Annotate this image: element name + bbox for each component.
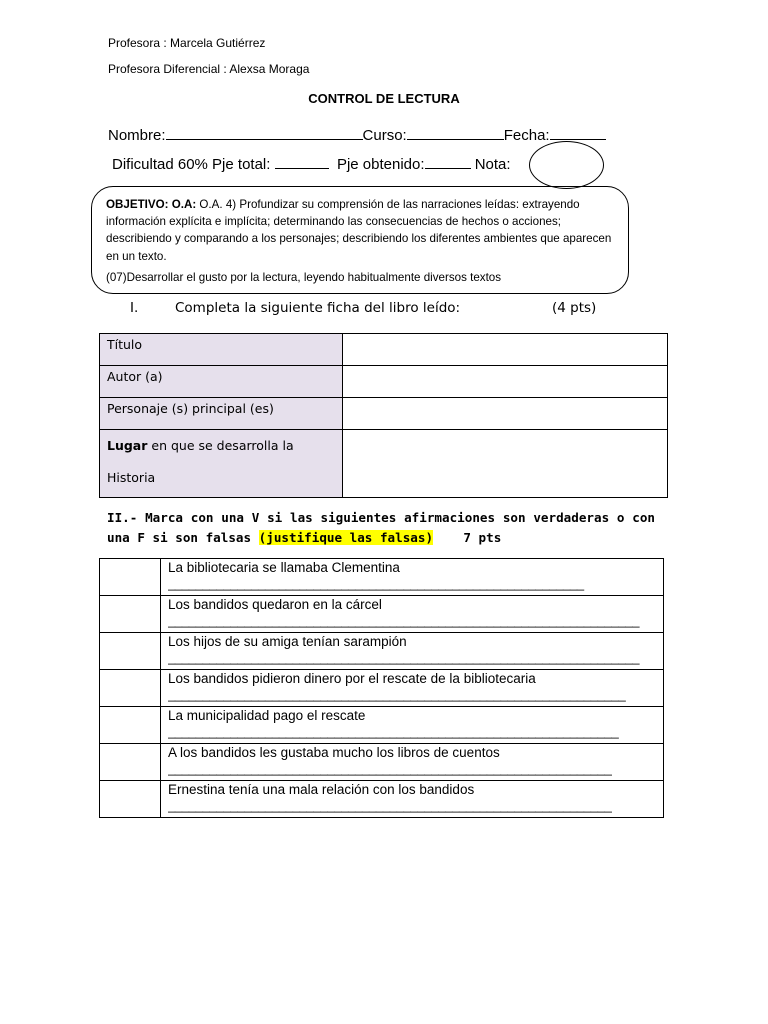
nota-label: Nota: (474, 156, 511, 173)
vf-answer-box[interactable] (100, 559, 161, 596)
statement-text: Los bandidos pidieron dinero por el rescate de la bibliotecaria (168, 671, 536, 686)
document-title: CONTROL DE LECTURA (308, 91, 460, 106)
vf-answer-box[interactable] (100, 707, 161, 744)
lugar-answer[interactable] (343, 430, 668, 498)
objective-text (106, 196, 614, 265)
statement-cell (161, 781, 664, 818)
nombre-label: Nombre: (108, 127, 166, 144)
lugar-label-line2: Historia (107, 470, 156, 485)
curso-label: Curso: (362, 127, 407, 144)
statement-cell (161, 559, 664, 596)
vf-answer-box[interactable] (100, 670, 161, 707)
vf-answer-box[interactable] (100, 633, 161, 670)
titulo-label: Título (100, 334, 343, 366)
table-row (100, 670, 664, 707)
differential-teacher-name: Profesora Diferencial : Alexsa Moraga (108, 62, 310, 76)
section2-instruction (107, 508, 655, 548)
table-row (100, 781, 664, 818)
lugar-label (100, 430, 343, 498)
vf-answer-box[interactable] (100, 744, 161, 781)
dificultad-label: Dificultad 60% Pje total: (112, 156, 271, 173)
statement-text: Los bandidos quedaron en la cárcel (168, 597, 382, 612)
personaje-label: Personaje (s) principal (es) (100, 398, 343, 430)
section1-points: (4 pts) (552, 300, 597, 316)
pje-obtenido-blank[interactable] (425, 154, 471, 169)
objective-box (91, 186, 629, 294)
lugar-label-rest: en que se desarrolla la (147, 438, 294, 453)
justification-line[interactable]: ____________________________________________________________________ (168, 650, 640, 665)
vf-answer-box[interactable] (100, 596, 161, 633)
nombre-blank[interactable] (166, 125, 363, 140)
autor-label: Autor (a) (100, 366, 343, 398)
section2-highlight: (justifique las falsas) (258, 530, 434, 545)
lugar-label-bold: Lugar (107, 438, 148, 453)
table-row (100, 744, 664, 781)
justification-line[interactable]: ________________________________________________________________ (168, 761, 612, 776)
curso-blank[interactable] (407, 125, 504, 140)
statement-text: Ernestina tenía una mala relación con los bandidos (168, 782, 475, 797)
statement-text: La bibliotecaria se llamaba Clementina (168, 560, 400, 575)
objective-label: OBJETIVO: O.A: (106, 198, 197, 211)
justification-line[interactable]: _________________________________________________________________ (168, 724, 619, 739)
book-info-table (99, 333, 668, 498)
table-row (100, 559, 664, 596)
justification-line[interactable]: ____________________________________________________________ (168, 576, 584, 591)
table-row (100, 366, 668, 398)
justification-line[interactable]: ________________________________________________________________ (168, 798, 612, 813)
statement-cell (161, 670, 664, 707)
student-info-line (108, 125, 606, 144)
statement-text: La municipalidad pago el rescate (168, 708, 366, 723)
justification-line[interactable]: __________________________________________________________________ (168, 687, 626, 702)
table-row (100, 398, 668, 430)
personaje-answer[interactable] (343, 398, 668, 430)
table-row (100, 430, 668, 498)
justification-line[interactable]: ____________________________________________________________________ (168, 613, 640, 628)
teacher-name: Profesora : Marcela Gutiérrez (108, 36, 266, 50)
statement-cell (161, 633, 664, 670)
autor-answer[interactable] (343, 366, 668, 398)
pje-obtenido-label: Pje obtenido: (336, 156, 425, 173)
table-row (100, 334, 668, 366)
objective-body: O.A. 4) Profundizar su comprensión de las narraciones leídas: extrayendo información explícita e implícita; determinando las consecuencias de hechos o acciones; describiendo y comparando a los personajes; describiendo los diferentes ambientes que aparecen en un texto. (106, 198, 612, 263)
statement-cell (161, 596, 664, 633)
section2-points: 7 pts (433, 530, 502, 545)
section1-number: I. (130, 300, 139, 316)
statement-cell (161, 707, 664, 744)
pje-total-blank[interactable] (275, 154, 329, 169)
objective-text-2: (07)Desarrollar el gusto por la lectura, leyendo habitualmente diversos textos (106, 270, 502, 284)
fecha-label: Fecha: (503, 127, 550, 144)
statement-text: A los bandidos les gustaba mucho los libros de cuentos (168, 745, 500, 760)
section1-instruction: Completa la siguiente ficha del libro leído: (175, 300, 461, 316)
grade-circle[interactable] (529, 141, 604, 189)
statement-cell (161, 744, 664, 781)
statement-text: Los hijos de su amiga tenían sarampión (168, 634, 407, 649)
table-row (100, 596, 664, 633)
table-row (100, 707, 664, 744)
fecha-blank[interactable] (550, 125, 606, 140)
vf-answer-box[interactable] (100, 781, 161, 818)
table-row (100, 633, 664, 670)
section2-intro: II.- Marca con una V si las siguientes afirmaciones son verdaderas o con una F si son falsas (107, 510, 655, 545)
true-false-table (99, 558, 664, 818)
score-line (112, 154, 511, 173)
titulo-answer[interactable] (343, 334, 668, 366)
